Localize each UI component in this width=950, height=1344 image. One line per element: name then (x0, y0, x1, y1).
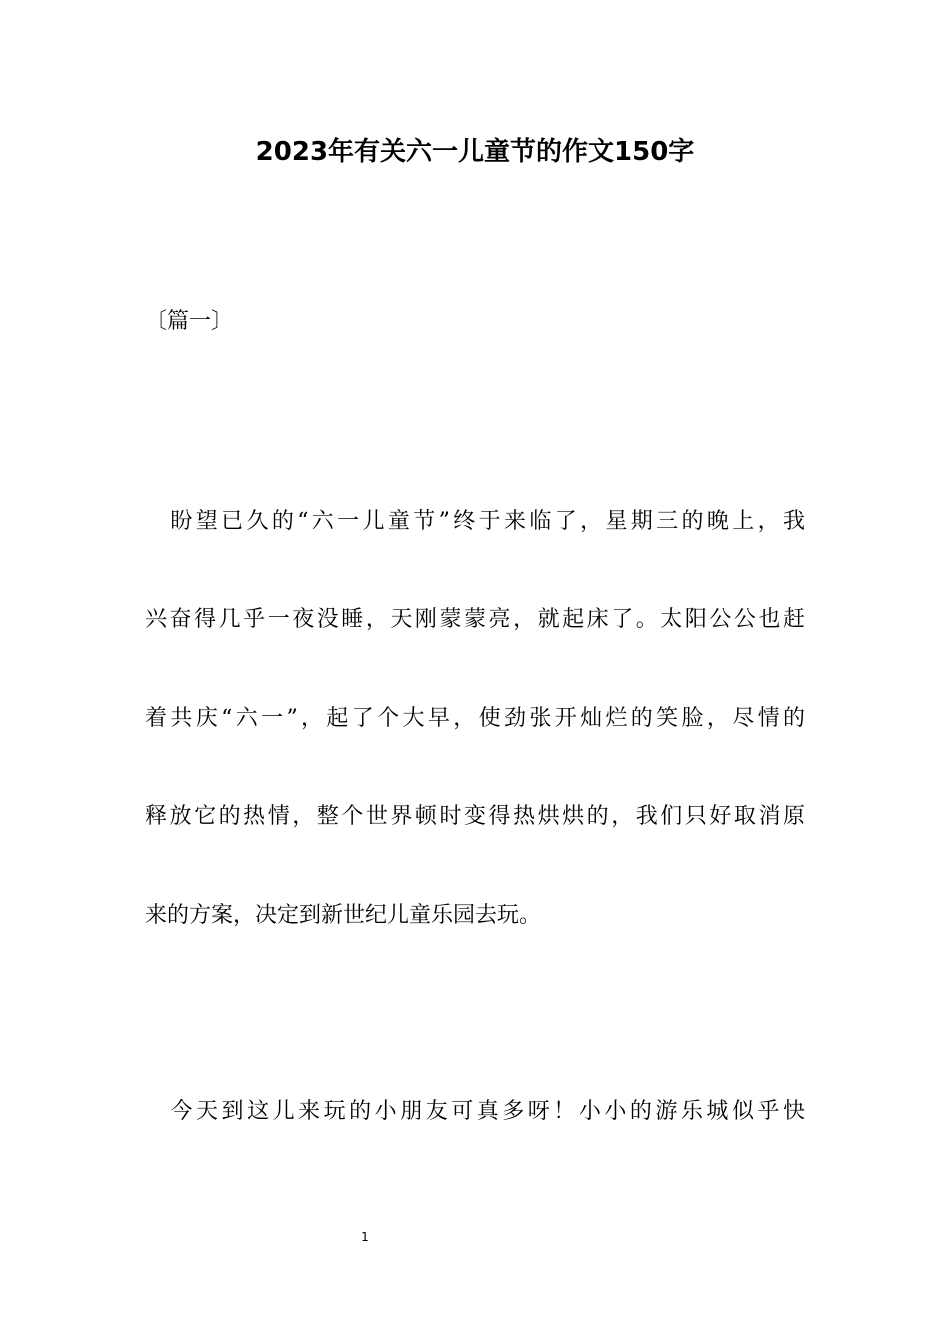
paragraph-line: 兴奋得几乎一夜没睡，天刚蒙蒙亮，就起床了。太阳公公也赶 (145, 607, 805, 632)
document-title: 2023年有关六一儿童节的作文150字 (255, 137, 695, 167)
paragraph-line: 来的方案，决定到新世纪儿童乐园去玩。 (145, 903, 542, 928)
section-label: 〔篇一〕 (145, 309, 234, 334)
paragraph-line: 盼望已久的“六一儿童节”终于来临了，星期三的晚上，我 (145, 509, 805, 534)
paragraph-line: 今天到这儿来玩的小朋友可真多呀！小小的游乐城似乎快 (145, 1099, 805, 1124)
page-number: 1 (361, 1230, 369, 1244)
paragraph-line: 着共庆“六一”，起了个大早，使劲张开灿烂的笑脸，尽情的 (145, 706, 805, 731)
paragraph-line: 释放它的热情，整个世界顿时变得热烘烘的，我们只好取消原 (145, 804, 805, 829)
